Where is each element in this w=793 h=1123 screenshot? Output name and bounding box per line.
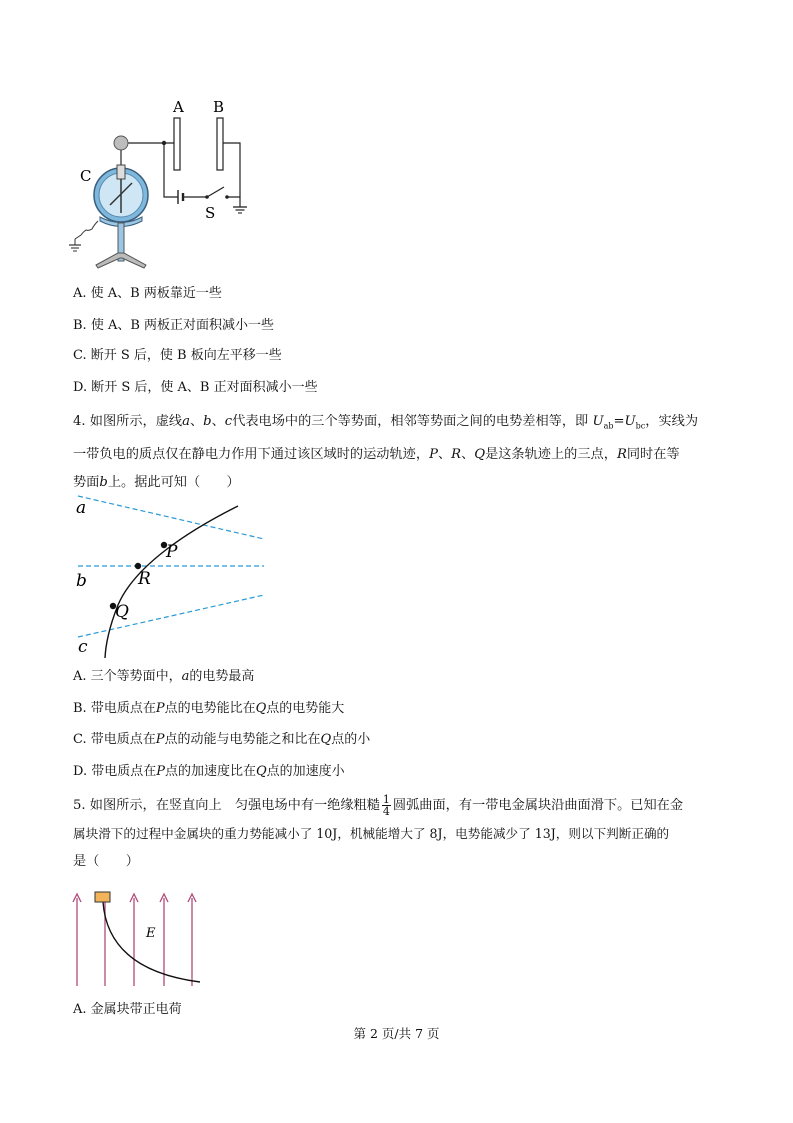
q4-stem: [73, 408, 723, 497]
q4-option-d: D. 带电质点在P点的加速度比在Q点的加速度小: [73, 764, 345, 779]
field-e-label: E: [146, 926, 156, 941]
arc-field-figure: [68, 888, 208, 988]
q5-option-a: A. 金属块带正电荷: [73, 1002, 182, 1017]
q3-option-c: C. 断开 S 后，使 B 板向左平移一些: [73, 348, 282, 363]
q3-option-b: B. 使 A、B 两板正对面积减小一些: [73, 318, 275, 333]
q5-line-3: 是（ ）: [73, 854, 139, 869]
electroscope-c-label: C: [80, 167, 92, 185]
q4-option-c: C. 带电质点在P点的动能与电势能之和比在Q点的小: [73, 732, 371, 747]
point-p-label: P: [166, 542, 178, 562]
q5-stem: [73, 792, 723, 876]
q4-line-1: 4. 如图所示，虚线a、b、c代表电场中的三个等势面，相邻等势面之间的电势差相等，即 $U_{ab}=U_{bc}$，实线为: [73, 414, 699, 431]
electroscope-capacitor-figure: [60, 95, 260, 275]
page-footer: 第 2 页/共 7 页: [353, 1026, 440, 1041]
equipotential-figure: [70, 490, 270, 660]
plate-b-label: B: [213, 98, 225, 116]
q4-line-2: 一带负电的质点仅在静电力作用下通过该区域时的运动轨迹，P、R、Q是这条轨迹上的三点，R同时在等: [73, 446, 680, 462]
q3-option-a: A. 使 A、B 两板靠近一些: [73, 286, 222, 301]
equipotential-b-label: b: [76, 571, 87, 591]
equipotential-a-label: a: [76, 498, 87, 518]
q4-line-3: 势面b上。据此可知（ ）: [73, 474, 240, 490]
point-r-label: R: [138, 569, 151, 589]
q3-option-d: D. 断开 S 后，使 A、B 正对面积减小一些: [73, 380, 318, 395]
equipotential-c-label: c: [78, 637, 88, 657]
plate-a-label: A: [173, 98, 184, 116]
q5-line-1: 5. 如图所示，在竖直向上 匀强电场中有一绝缘粗糙 $\frac{1}{4}$ 圆弧曲面，有一带电金属块沿曲面滑下。已知在金: [73, 793, 684, 818]
switch-s-label: S: [205, 204, 216, 222]
quarter-fraction: $\frac{1}{4}$: [382, 793, 390, 818]
q4-option-b: B. 带电质点在P点的电势能比在Q点的电势能大: [73, 701, 345, 716]
q4-option-a: A. 三个等势面中，a的电势最高: [73, 669, 255, 684]
point-q-label: Q: [115, 602, 129, 622]
q5-line-2: 属块滑下的过程中金属块的重力势能减小了 10J，机械能增大了 8J，电势能减少了 13J，则以下判断正确的: [73, 826, 670, 841]
